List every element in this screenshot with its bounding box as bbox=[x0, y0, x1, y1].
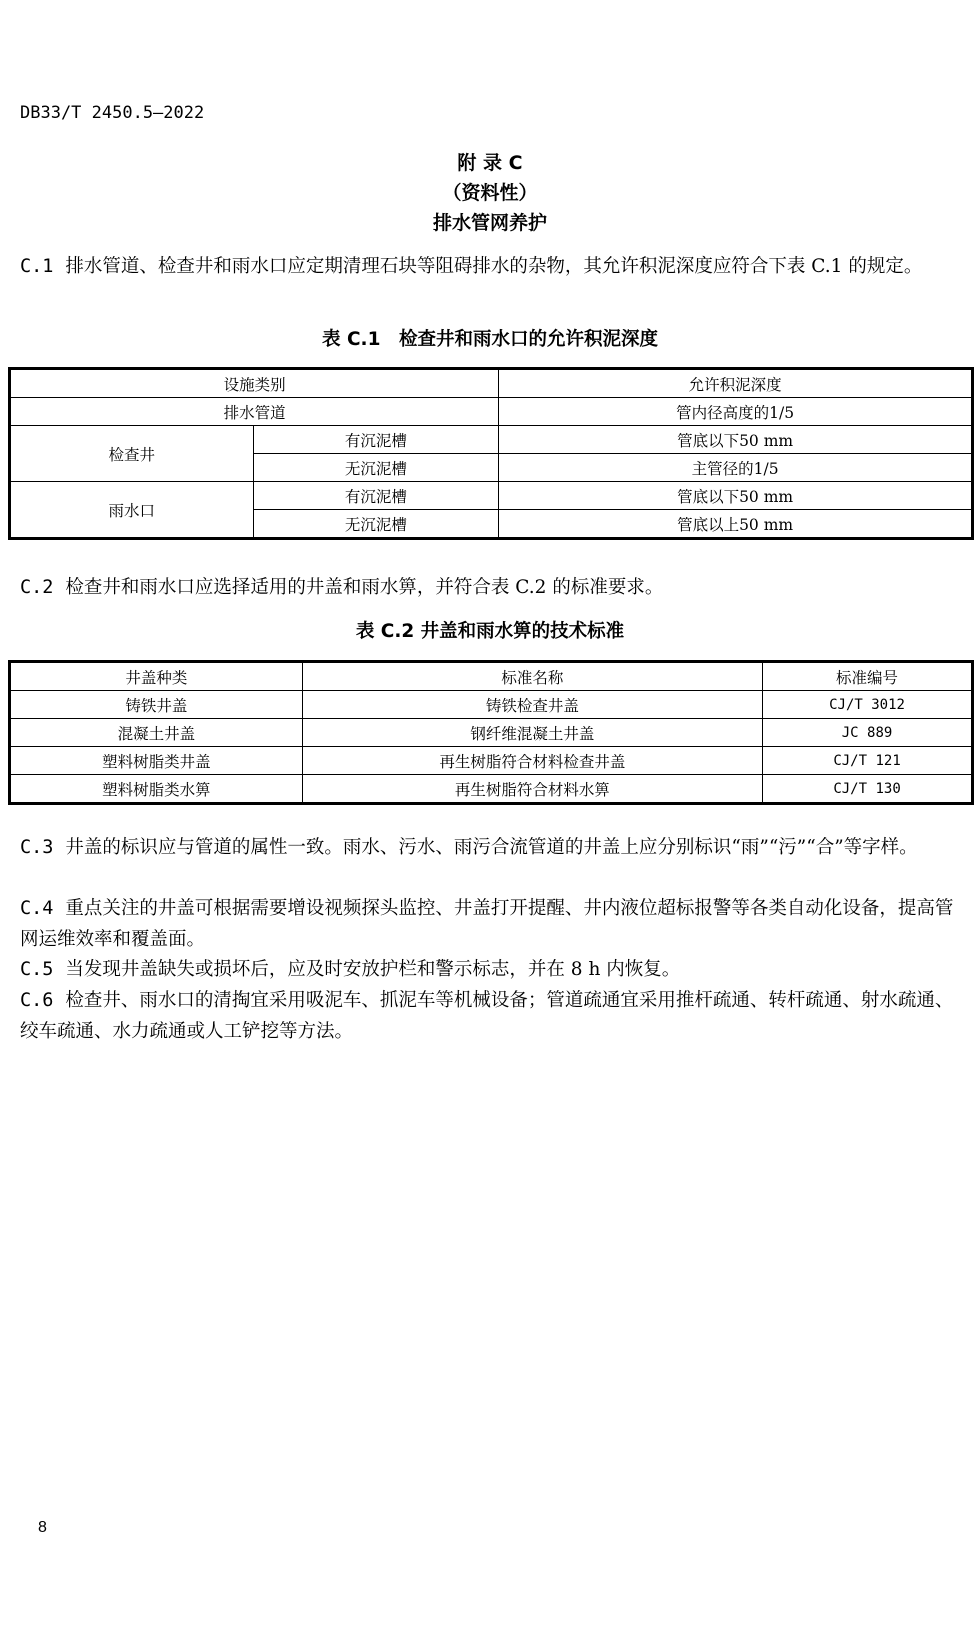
table-c2 bbox=[8, 660, 974, 805]
section-c2 bbox=[20, 572, 960, 603]
table-group-cell: 检查井 bbox=[10, 426, 254, 482]
table-cell: CJ/T 130 bbox=[763, 775, 973, 804]
section-c5 bbox=[20, 954, 960, 985]
section-c4 bbox=[20, 893, 960, 955]
doc-code: DB33/T 2450.5—2022 bbox=[20, 103, 205, 123]
table-header-cell: 设施类别 bbox=[10, 369, 499, 398]
table-cell: 铸铁井盖 bbox=[10, 691, 303, 719]
table-cell: 排水管道 bbox=[10, 398, 499, 426]
section-c6 bbox=[20, 985, 960, 1047]
table-row bbox=[10, 747, 973, 775]
table-row bbox=[10, 719, 973, 747]
section-number: C.2 bbox=[20, 577, 54, 598]
table-cell: 管底以下50 mm bbox=[499, 482, 973, 510]
table-cell: 混凝土井盖 bbox=[10, 719, 303, 747]
appendix-subtitle: 排水管网养护 bbox=[432, 212, 547, 234]
table-header-cell: 井盖种类 bbox=[10, 662, 303, 691]
table-row bbox=[10, 482, 973, 510]
table1-title: 表 C.1 检查井和雨水口的允许积泥深度 bbox=[322, 329, 658, 350]
table-cell: 钢纤维混凝土井盖 bbox=[302, 719, 762, 747]
section-text: 当发现井盖缺失或损坏后，应及时安放护栏和警示标志，并在 8 h 内恢复。 bbox=[65, 959, 681, 980]
section-number: C.5 bbox=[20, 959, 54, 980]
table-header-row bbox=[10, 662, 973, 691]
table-cell: 管底以上50 mm bbox=[499, 510, 973, 539]
table-header-cell: 标准编号 bbox=[763, 662, 973, 691]
table-cell: 管内径高度的1/5 bbox=[499, 398, 973, 426]
section-number: C.4 bbox=[20, 898, 54, 919]
table-cell: CJ/T 3012 bbox=[763, 691, 973, 719]
table-cell: CJ/T 121 bbox=[763, 747, 973, 775]
section-number: C.3 bbox=[20, 837, 54, 858]
table-cell: 主管径的1/5 bbox=[499, 454, 973, 482]
appendix-title: 附 录 C bbox=[457, 152, 523, 174]
table-cell: 塑料树脂类井盖 bbox=[10, 747, 303, 775]
section-text: 井盖的标识应与管道的属性一致。雨水、污水、雨污合流管道的井盖上应分别标识“雨”“污”“合”等字样。 bbox=[65, 837, 918, 858]
table-row bbox=[10, 691, 973, 719]
table-cell: 塑料树脂类水箅 bbox=[10, 775, 303, 804]
table-group-cell: 雨水口 bbox=[10, 482, 254, 539]
table-header-cell: 允许积泥深度 bbox=[499, 369, 973, 398]
table-row bbox=[10, 426, 973, 454]
section-c3 bbox=[20, 832, 960, 863]
table2-title: 表 C.2 井盖和雨水箅的技术标准 bbox=[355, 621, 625, 642]
table-cell: JC 889 bbox=[763, 719, 973, 747]
table-row bbox=[10, 775, 973, 804]
section-number: C.1 bbox=[20, 256, 54, 277]
table-cell: 有沉泥槽 bbox=[253, 426, 499, 454]
section-text: 重点关注的井盖可根据需要增设视频探头监控、井盖打开提醒、井内液位超标报警等各类自动化设备，提高管网运维效率和覆盖面。 bbox=[20, 898, 954, 950]
section-number: C.6 bbox=[20, 990, 54, 1011]
table-header-row bbox=[10, 369, 973, 398]
table-cell: 无沉泥槽 bbox=[253, 454, 499, 482]
page-number: 8 bbox=[38, 1519, 47, 1536]
section-text: 检查井、雨水口的清掏宜采用吸泥车、抓泥车等机械设备；管道疏通宜采用推杆疏通、转杆疏通、射水疏通、绞车疏通、水力疏通或人工铲挖等方法。 bbox=[20, 990, 954, 1042]
table-cell: 有沉泥槽 bbox=[253, 482, 499, 510]
table-cell: 铸铁检查井盖 bbox=[302, 691, 762, 719]
appendix-type: （资料性） bbox=[442, 182, 538, 204]
section-text: 检查井和雨水口应选择适用的井盖和雨水箅，并符合表 C.2 的标准要求。 bbox=[65, 577, 664, 598]
section-text: 排水管道、检查井和雨水口应定期清理石块等阻碍排水的杂物，其允许积泥深度应符合下表 C.1 的规定。 bbox=[65, 256, 923, 277]
table-c1 bbox=[8, 367, 974, 540]
table-cell: 管底以下50 mm bbox=[499, 426, 973, 454]
table-header-cell: 标准名称 bbox=[302, 662, 762, 691]
table-cell: 再生树脂符合材料检查井盖 bbox=[302, 747, 762, 775]
table-cell: 无沉泥槽 bbox=[253, 510, 499, 539]
table-row bbox=[10, 398, 973, 426]
table-cell: 再生树脂符合材料水箅 bbox=[302, 775, 762, 804]
section-c1 bbox=[20, 251, 960, 282]
